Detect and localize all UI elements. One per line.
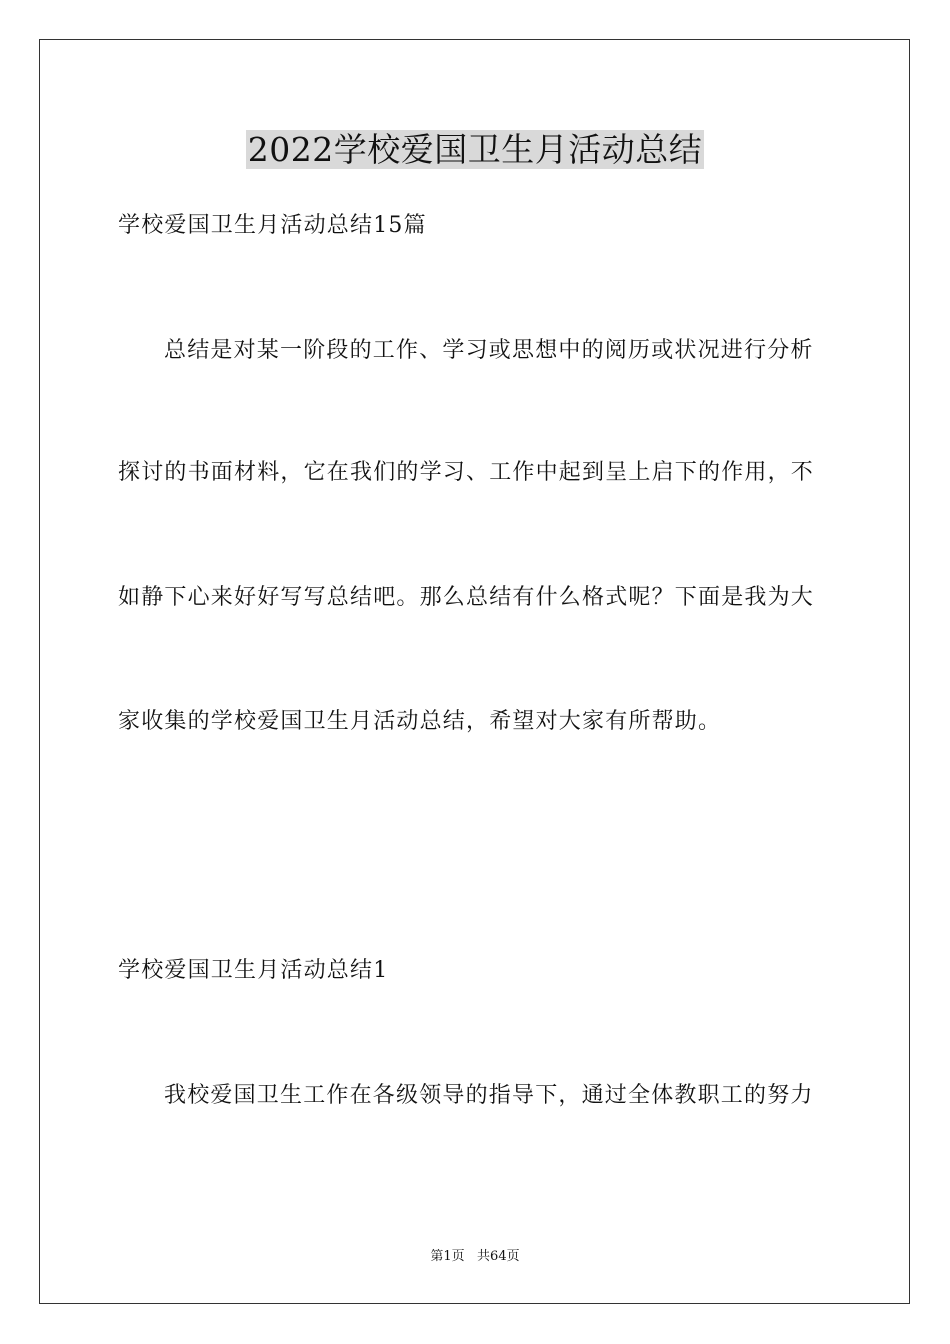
page-footer: 第1页 共64页 xyxy=(430,1249,520,1264)
section-heading: 学校爱国卫生月活动总结1 xyxy=(118,958,389,983)
document-subtitle: 学校爱国卫生月活动总结15篇 xyxy=(118,213,427,238)
paragraph-line: 总结是对某一阶段的工作、学习或思想中的阅历或状况进行分析 xyxy=(164,338,814,363)
paragraph-line: 我校爱国卫生工作在各级领导的指导下，通过全体教职工的努力 xyxy=(164,1083,814,1108)
paragraph-line: 家收集的学校爱国卫生月活动总结，希望对大家有所帮助。 xyxy=(118,709,722,734)
document-title xyxy=(0,124,950,176)
paragraph-line: 如静下心来好好写写总结吧。那么总结有什么格式呢？下面是我为大 xyxy=(118,585,815,610)
document-title-text: 2022学校爱国卫生月活动总结 xyxy=(247,130,703,169)
paragraph-line: 探讨的书面材料，它在我们的学习、工作中起到呈上启下的作用，不 xyxy=(118,460,815,485)
